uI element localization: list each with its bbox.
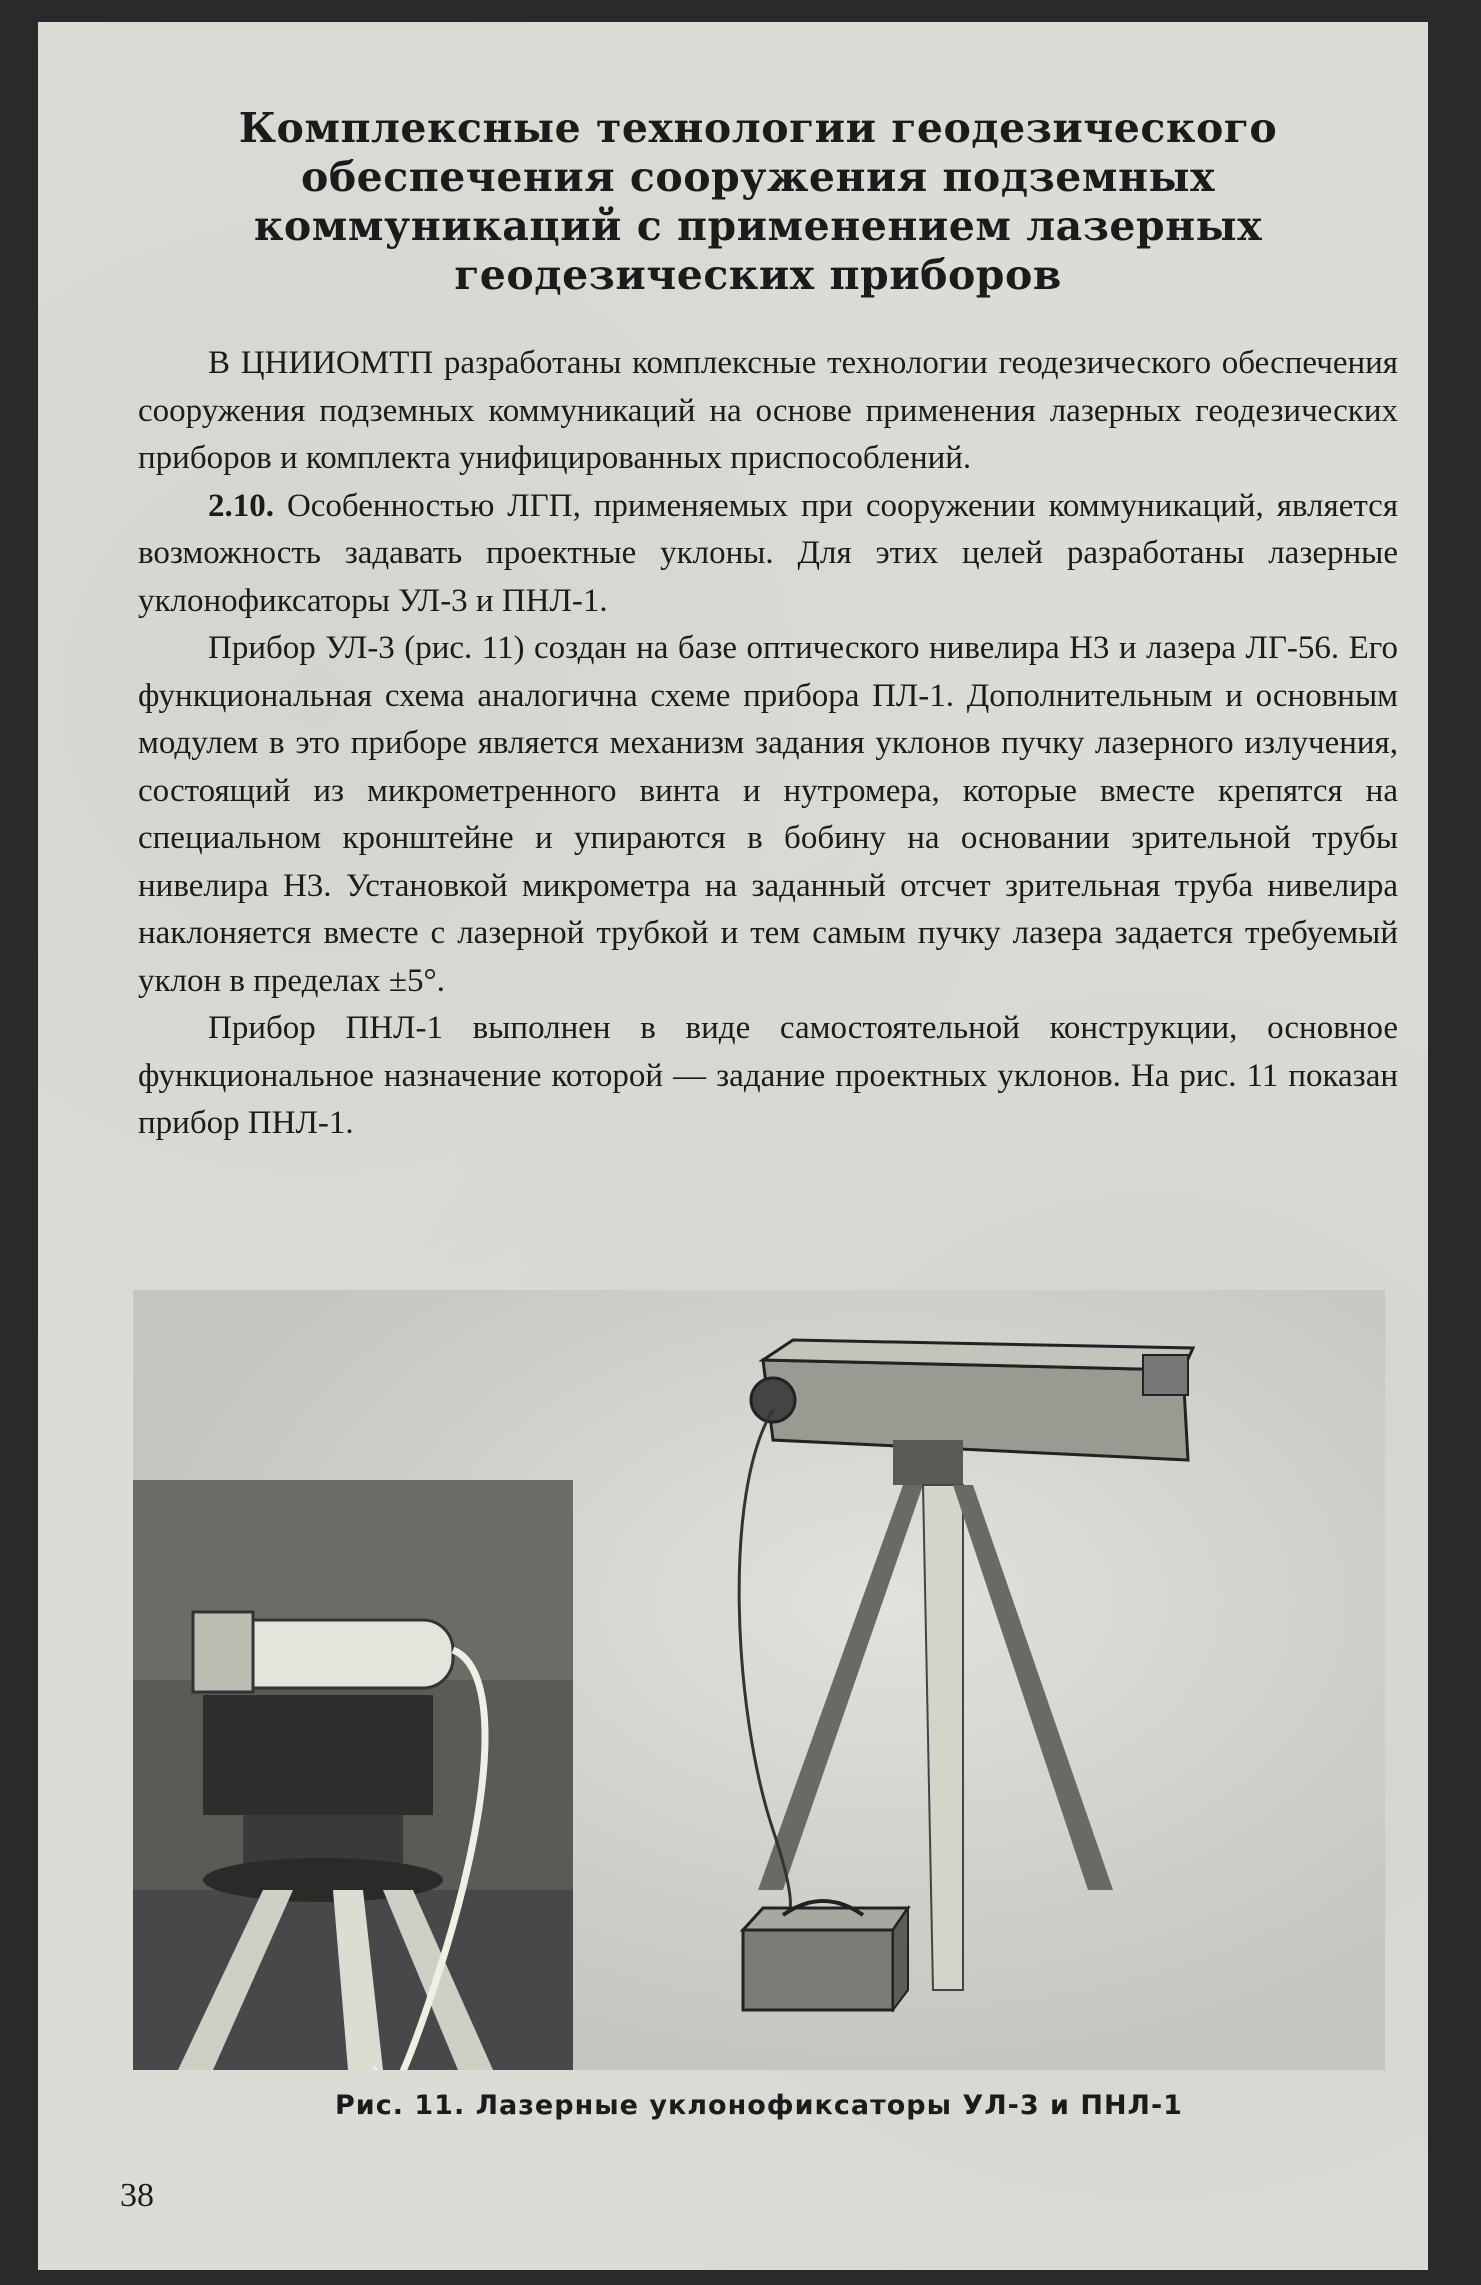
figure-caption: Рис. 11. Лазерные уклонофиксаторы УЛ-3 и ПНЛ-1 [335, 2090, 1183, 2121]
title-line: Комплексные технологии геодезического [238, 104, 1278, 152]
section-number: 2.10. [208, 487, 274, 524]
paragraph-intro: В ЦНИИОМТП разработаны комплексные технологии геодезического обеспечения сооружения подземных коммуникаций на основе применения лазерных геодезических приборов и комплекта унифицированных приспособлений. [138, 345, 1398, 476]
pnl1-photo [739, 1340, 1193, 2010]
paragraph-2-10 [138, 483, 1398, 626]
page-title [238, 104, 1278, 300]
figure-illustration [133, 1290, 1385, 2070]
title-line: обеспечения сооружения подземных [300, 153, 1216, 201]
paragraph-2-10-text: Особенностью ЛГП, применяемых при сооружении коммуникаций, является возможность задавать проектные уклоны. Для этих целей разработаны лазерные уклонофиксаторы УЛ-3 и ПНЛ-1. [138, 487, 1399, 619]
title-line: геодезических приборов [454, 251, 1062, 299]
title-line: коммуникаций с применением лазерных [253, 202, 1263, 250]
paragraph-ul3: Прибор УЛ-3 (рис. 11) создан на базе оптического нивелира Н3 и лазера ЛГ-56. Его функциональная схема аналогична схеме прибора ПЛ-1. Дополнительным и основным модулем в это приборе является механизм задания уклонов пучку лазерного излучения, состоящий из микрометренного винта и нутромера, которые вместе крепятся на специальном кронштейне и упираются в бобину на основании зрительной трубы нивелира Н3. Установкой микрометра на заданный отсчет зрительная труба нивелира наклоняется вместе с лазерной трубкой и тем самым пучку лазера задается требуемый уклон в пределах ±5°. [138, 630, 1398, 999]
ul3-photo [133, 1480, 573, 2070]
page-number: 38 [120, 2177, 154, 2214]
document-page [38, 22, 1428, 2270]
body-text [138, 340, 1398, 1148]
figure-photo [133, 1290, 1385, 2070]
paragraph-pnl1: Прибор ПНЛ-1 выполнен в виде самостоятельной конструкции, основное функциональное назначение которой — задание проектных уклонов. На рис. 11 показан прибор ПНЛ-1. [138, 1010, 1398, 1141]
